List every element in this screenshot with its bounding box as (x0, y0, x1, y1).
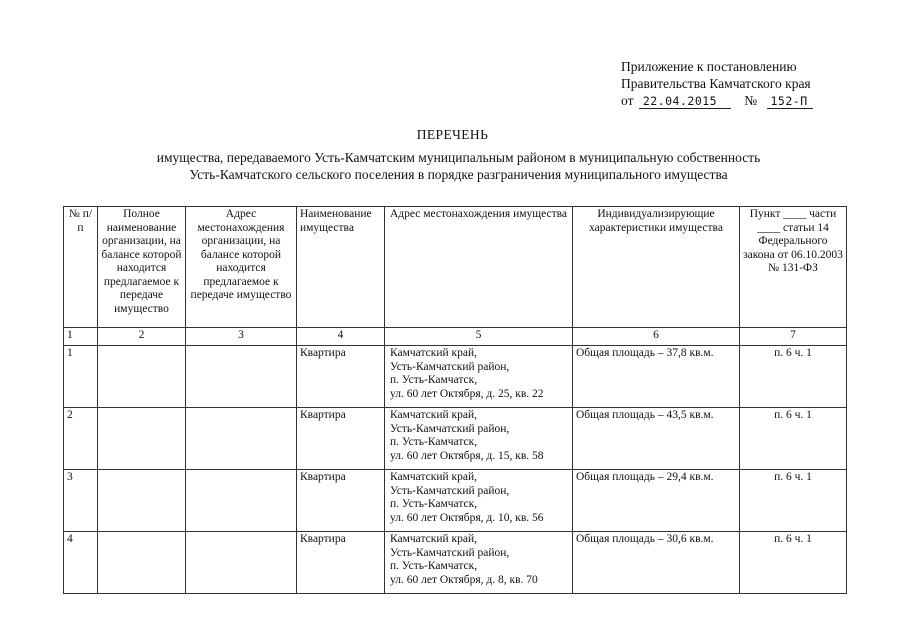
org-cell (98, 346, 186, 408)
subtitle-line-2: Усть-Камчатского сельского поселения в порядке разграничения муниципального имущества (189, 167, 728, 182)
org-address-cell (186, 346, 297, 408)
address-line: Камчатский край, (390, 471, 478, 483)
from-label: от (621, 93, 634, 108)
address-line: Усть-Камчатский район, (390, 484, 510, 497)
address-line: п. Усть-Камчатск, (390, 374, 478, 386)
address-line: ул. 60 лет Октября, д. 15, кв. 58 (390, 449, 544, 462)
org-cell (98, 532, 186, 594)
org-address-cell (186, 408, 297, 470)
characteristics-cell: Общая площадь – 29,4 кв.м. (573, 470, 740, 532)
address-line: Усть-Камчатский район, (390, 360, 510, 373)
address-line: ул. 60 лет Октября, д. 10, кв. 56 (390, 511, 544, 524)
handwritten-date: 22.04.2015 (639, 95, 731, 109)
subtitle-line-1: имущества, передаваемого Усть-Камчатским муниципальным районом в муниципальную собственность (156, 150, 761, 165)
address-line: Камчатский край, (390, 347, 478, 359)
header-cell-num: № п/п (64, 207, 98, 328)
column-number: 3 (186, 328, 297, 346)
table-header-row (64, 207, 847, 328)
clause-cell: п. 6 ч. 1 (740, 408, 847, 470)
appendix-header (621, 58, 813, 109)
table-row (64, 532, 847, 594)
characteristics-cell: Общая площадь – 37,8 кв.м. (573, 346, 740, 408)
header-cell-org-address: Адрес местонахождения организации, на балансе которой находится предлагаемое к передаче имущество (186, 207, 297, 328)
org-address-cell (186, 470, 297, 532)
property-address-cell (385, 532, 573, 594)
document-title: ПЕРЕЧЕНЬ (416, 127, 489, 142)
table-body (64, 207, 847, 594)
property-name-cell: Квартира (297, 532, 385, 594)
address-line: Усть-Камчатский район, (390, 422, 510, 435)
handwritten-number: 152-П (767, 95, 813, 109)
column-number: 7 (740, 328, 847, 346)
characteristics-cell: Общая площадь – 30,6 кв.м. (573, 532, 740, 594)
appendix-line-1: Приложение к постановлению (621, 59, 797, 74)
column-number: 6 (573, 328, 740, 346)
address-line: ул. 60 лет Октября, д. 25, кв. 22 (390, 387, 544, 400)
document-subtitle (60, 149, 857, 183)
appendix-date-line (621, 92, 813, 109)
property-table (63, 206, 847, 594)
org-address-cell (186, 532, 297, 594)
table-row (64, 470, 847, 532)
property-name-cell: Квартира (297, 408, 385, 470)
header-cell-name: Наименование имущества (297, 207, 385, 328)
property-name-cell: Квартира (297, 346, 385, 408)
column-number: 2 (98, 328, 186, 346)
address-line: Камчатский край, (390, 409, 478, 421)
property-address-cell (385, 470, 573, 532)
clause-cell: п. 6 ч. 1 (740, 532, 847, 594)
clause-cell: п. 6 ч. 1 (740, 470, 847, 532)
address-line: Усть-Камчатский район, (390, 546, 510, 559)
table-row (64, 346, 847, 408)
address-line: Камчатский край, (390, 533, 478, 545)
property-address-cell (385, 408, 573, 470)
table-row (64, 408, 847, 470)
row-number-cell: 3 (64, 470, 98, 532)
column-number-row (64, 328, 847, 346)
header-cell-clause: Пункт ____ части ____ статьи 14 Федерального закона от 06.10.2003 № 131-ФЗ (740, 207, 847, 328)
property-address-cell (385, 346, 573, 408)
address-line: п. Усть-Камчатск, (390, 436, 478, 448)
row-number-cell: 1 (64, 346, 98, 408)
clause-cell: п. 6 ч. 1 (740, 346, 847, 408)
header-cell-org: Полное наименование организации, на балансе которой находится предлагаемое к передаче имущество (98, 207, 186, 328)
address-line: ул. 60 лет Октября, д. 8, кв. 70 (390, 573, 538, 586)
org-cell (98, 408, 186, 470)
column-number: 1 (64, 328, 98, 346)
org-cell (98, 470, 186, 532)
header-cell-address: Адрес местонахождения имущества (385, 207, 573, 328)
header-cell-characteristics: Индивидуализирующие характеристики имущества (573, 207, 740, 328)
row-number-cell: 4 (64, 532, 98, 594)
property-name-cell: Квартира (297, 470, 385, 532)
column-number: 5 (385, 328, 573, 346)
characteristics-cell: Общая площадь – 43,5 кв.м. (573, 408, 740, 470)
address-line: п. Усть-Камчатск, (390, 498, 478, 510)
appendix-line-2: Правительства Камчатского края (621, 76, 811, 91)
column-number: 4 (297, 328, 385, 346)
address-line: п. Усть-Камчатск, (390, 560, 478, 572)
row-number-cell: 2 (64, 408, 98, 470)
number-label: № (744, 93, 758, 108)
